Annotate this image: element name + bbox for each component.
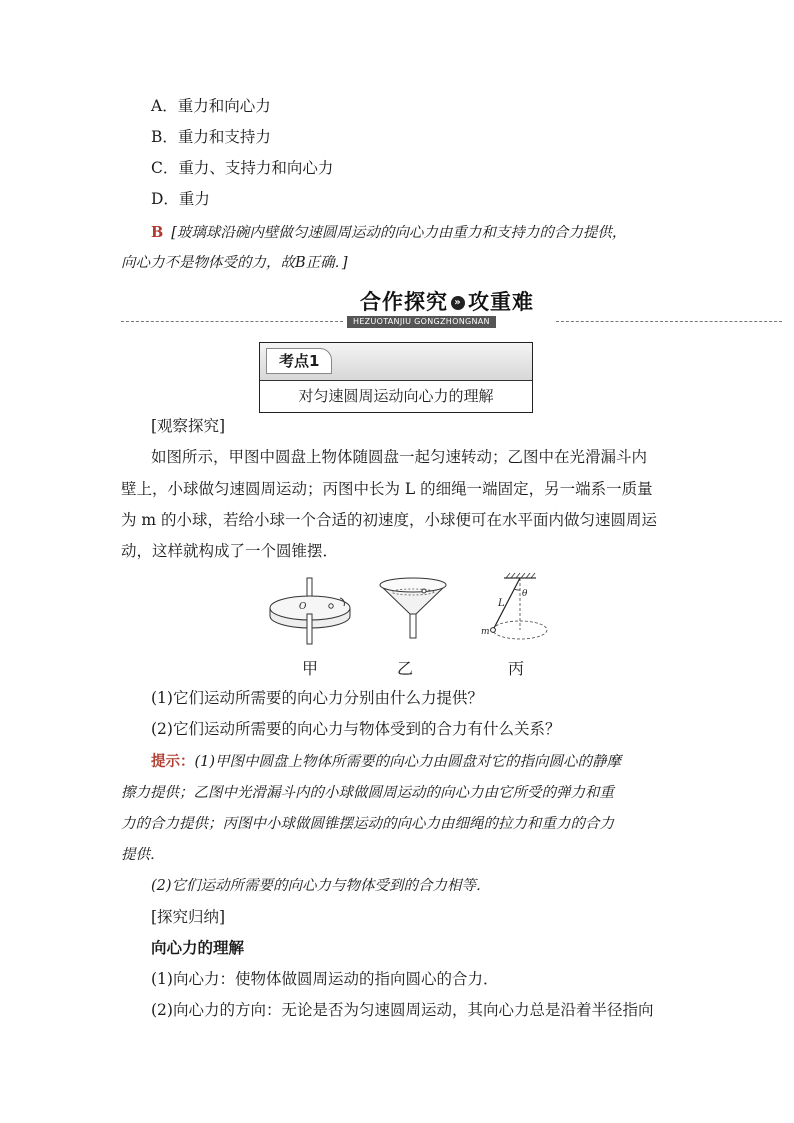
- option-a: A．重力和向心力: [151, 97, 271, 115]
- topic-title: 对匀速圆周运动向心力的理解: [298, 387, 494, 405]
- question-2: (2)它们运动所需要的向心力与物体受到的合力有什么关系？: [151, 720, 561, 738]
- chevron-right-icon: »: [451, 296, 465, 310]
- hint-text-1: (1)甲图中圆盘上物体所需要的向心力由圆盘对它的指向圆心的静摩: [194, 754, 622, 770]
- observe-line-4: 动，这样就构成了一个圆锥摆．: [121, 542, 339, 560]
- summary-line-2: (2)向心力的方向：无论是否为匀速圆周运动，其向心力总是沿着半径指向: [151, 1001, 654, 1019]
- answer-text-1: [玻璃球沿碗内壁做匀速圆周运动的向心力由重力和支持力的合力提供，: [171, 225, 627, 241]
- observe-line-2: 壁上，小球做匀速圆周运动；丙图中长为 L 的细绳一端固定，另一端系一质量: [121, 480, 653, 498]
- observe-heading: [观察探究]: [151, 417, 226, 435]
- topic-header: [260, 343, 532, 381]
- hint-line-4: 提供．: [121, 847, 165, 863]
- figure-label-yi: 乙: [397, 659, 414, 678]
- option-d: D．重力: [151, 190, 210, 208]
- length-label: L: [498, 598, 505, 609]
- figure-label-jia: 甲: [302, 659, 319, 678]
- option-b: B．重力和支持力: [151, 128, 271, 146]
- hint-label: 提示：: [151, 753, 195, 770]
- point-o-label: O: [299, 602, 307, 612]
- topic-box: [259, 342, 533, 413]
- answer-letter: B: [151, 224, 164, 241]
- observe-line-3: 为 m 的小球，若给小球一个合适的初速度，小球便可在水平面内做匀速圆周运: [121, 511, 658, 529]
- topic-tab: 考点1: [266, 348, 332, 374]
- hint-line-3: 力的合力提供；丙图中小球做圆锥摆运动的向心力由细绳的拉力和重力的合力: [121, 816, 614, 832]
- section-banner-title: [360, 286, 534, 316]
- observe-line-1: 如图所示，甲图中圆盘上物体随圆盘一起匀速转动；乙图中在光滑漏斗内: [151, 448, 648, 466]
- hint-line-2: 擦力提供；乙图中光滑漏斗内的小球做圆周运动的向心力由它所受的弹力和重: [121, 785, 614, 801]
- summary-subheading: 向心力的理解: [151, 938, 245, 957]
- option-c: C．重力、支持力和向心力: [151, 159, 334, 177]
- banner-title-b: 攻重难: [468, 290, 534, 314]
- summary-heading: [探究归纳]: [151, 908, 226, 926]
- answer-line-2: 向心力不是物体受的力，故B正确．]: [121, 255, 348, 271]
- banner-subtitle: HEZUOTANJIU GONGZHONGNAN: [347, 316, 496, 328]
- hint-line-1: [151, 751, 621, 773]
- hint-line-5: (2)它们运动所需要的向心力与物体受到的合力相等．: [151, 878, 491, 894]
- summary-line-1: (1)向心力：使物体做圆周运动的指向圆心的合力．: [151, 970, 499, 988]
- angle-label: θ: [522, 589, 528, 599]
- funnel-figure: [380, 578, 446, 638]
- figure-illustrations: [260, 570, 560, 654]
- question-1: (1)它们运动所需要的向心力分别由什么力提供？: [151, 689, 483, 707]
- banner-title-a: 合作探究: [360, 290, 448, 314]
- pendulum-figure: [481, 573, 547, 639]
- figure-label-bing: 丙: [508, 659, 525, 678]
- mass-label: m: [481, 627, 490, 637]
- banner-dash-right: [556, 321, 782, 322]
- answer-line-1: [151, 222, 626, 244]
- banner-dash-left: [121, 321, 343, 322]
- disc-figure: [270, 578, 350, 644]
